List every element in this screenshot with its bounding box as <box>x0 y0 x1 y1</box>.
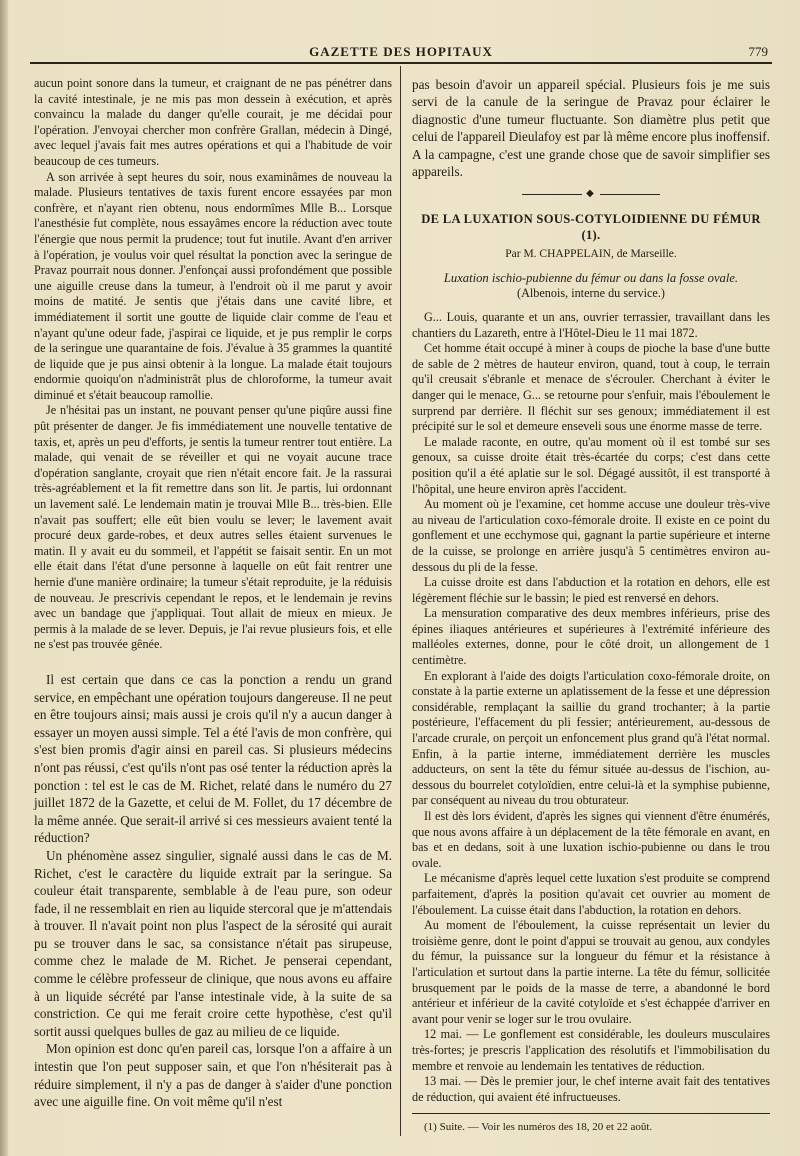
paragraph: Au moment où je l'examine, cet homme accuse une douleur très-vive au niveau de l'articulation coxo-fémorale droite. Il existe en ce point du gonflement et une ecchymose qui, gagnant la partie supérieure et interne de la cuisse, se prolonge en arrière jusqu'à 5 centimètres environ au-dessous du pli de la fesse. <box>412 497 770 574</box>
paragraph: La mensuration comparative des deux membres inférieurs, prise des épines iliaques antérieures et supérieures à l'extrémité inférieure des malléoles externes, donne, pour le côté droit, un allongement de 1 centimètre. <box>412 606 770 668</box>
journal-title: GAZETTE DES HOPITAUX <box>309 44 493 59</box>
paragraph: aucun point sonore dans la tumeur, et craignant de ne pas pénétrer dans la cavité intestinale, je ne mis pas mon dessein à exécution, et après convaincu la malade du danger qu'elle courait, je me décidai pour l'opération. J'envoyai chercher mon confrère Grallan, médecin à Dingé, avec lequel j'avais fait mes autres opérations et qui a l'habitude de voir beaucoup de ces tumeurs. <box>34 76 392 168</box>
paragraph: Je n'hésitai pas un instant, ne pouvant penser qu'une piqûre aussi fine pût présenter de danger. Je fis immédiatement une nouvelle tentative de taxis, et, après un peu d'efforts, je sentis la tumeur rentrer tout entière. La malade, qui venait de se réveiller et qui ne voyait aucune trace d'opération sanglante, croyait que rien n'était encore fait. Je la rassurai très-agréablement et la fit remettre dans son lit. Je partis, lui ordonnant un lavement salé. Le lendemain matin je trouvai Mlle B... très-bien. Elle n'avait pas souffert; elle eût bien voulu se lever; le lavement avait procuré deux garde-robes, et deux autres selles étaient survenues le matin. Il y avait eu du sommeil, et l'appétit se faisait sentir. En un mot elle était dans l'état d'une personne à laquelle on eût fait rentrer une hernie d'une manière ordinaire; la tumeur s'était reproduite, je la réduisis de nouveau. Je prescrivis cependant le repos, et le lendemain je revins avec un bandage que j'appliquai. Tout allait de mieux en mieux. Je permis à la malade de se lever. Depuis, je l'ai revue plusieurs fois, et elle ne s'est pas trouvée gênée. <box>34 403 392 652</box>
paragraph: A son arrivée à sept heures du soir, nous examinâmes de nouveau la malade. Plusieurs tentatives de taxis furent encore essayées par mon confrère, et n'ayant rien obtenu, nous endormîmes Mlle B... Lorsque l'anesthésie fut complète, nous essayâmes encore la réduction avec toute l'énergie que nous permit la prudence; tout fut inutile. Avant d'en arriver à l'opération, je voulus voir quel résultat la ponction avec la seringue de Pravaz pourrait nous donner. J'enfonçai aussi profondément que possible une aiguille creuse dans la tumeur, à l'endroit où il me parut y avoir moins de matité. Je sentis que j'étais dans une cavité libre, et immédiatement il sortit une goutte de liquide clair comme de l'eau et n'ayant qu'une odeur fade, j'aspirai ce liquide, et je pus remplir le corps de la seringue une quarantaine de fois. J'évalue à 35 grammes la quantité de liquide que je pus ainsi obtenir à la longue. La malade était toujours endormie quoiqu'on n'administrât plus de chloroforme, la tumeur avait diminué et s'était beaucoup ramollie. <box>34 169 392 402</box>
article-subtitle: Luxation ischio-pubienne du fémur ou dans la fosse ovale. <box>443 270 739 285</box>
article-subauthor: (Albenois, interne du service.) <box>517 286 665 301</box>
paragraph-continuation: pas besoin d'avoir un appareil spécial. Plusieurs fois je me suis servi de la canule de la seringue de Pravaz pour éclairer le diagnostic d'une tumeur fluctuante. Son diamètre plus petit que celui de l'appareil Dieulafoy est par là même encore plus inoffensif. A la campagne, c'est une grande chose que de savoir simplifier ses appareils. <box>412 77 770 180</box>
page-header <box>30 34 772 64</box>
ornament-diamond-icon: ◆ <box>586 188 596 200</box>
page-number: 779 <box>748 44 768 59</box>
paragraph: Il est dès lors évident, d'après les signes qui viennent d'être énumérés, que nous avons affaire à un déplacement de la tête fémorale en avant, en bas et en dedans, soit à une luxation ischio-pubienne ou dans le trou ovale. <box>412 809 770 870</box>
paragraph: 12 mai. — Le gonflement est considérable, les douleurs musculaires très-fortes; je prescris l'application des résolutifs et l'immobilisation du membre et renvoie au lendemain les tentatives de réduction. <box>412 1027 770 1073</box>
paragraph: La cuisse droite est dans l'abduction et la rotation en dehors, elle est légèrement fléchie sur le bassin; le pied est renversé en dehors. <box>412 575 770 605</box>
paragraph: 13 mai. — Dès le premier jour, le chef interne avait fait des tentatives de réduction, qui avaient été infructueuses. <box>412 1074 770 1104</box>
paragraph: G... Louis, quarante et un ans, ouvrier terrassier, travaillant dans les chantiers du Lazareth, entre à l'Hôtel-Dieu le 11 mai 1872. <box>412 310 770 340</box>
footnote-rule <box>412 1113 770 1114</box>
paragraph: Un phénomène assez singulier, signalé aussi dans le cas de M. Richet, c'est le caractère du liquide extrait par la seringue. Sa couleur était transparente, semblable à de l'eau pure, son odeur fade, il ne ressemblait en rien au liquide stercoral que je m'attendais à trouver. Il n'avait point non plus l'aspect de la sérosité qui aurait pu se trouver dans le sac, sa consistance n'était pas sirupeuse, comme chez le malade de M. Richet. Je penserai cependant, comme le célèbre professeur de clinique, que nous avons eu affaire à un liquide sécrété par l'anse intestinale vide, à la suite de sa constriction. Ce qui me ferait croire cette hypothèse, c'est qu'il sortit aussi quelques bulles de gaz au milieu de ce liquide. <box>34 847 392 1039</box>
binding-gutter <box>0 0 8 1156</box>
article-byline: Par M. CHAPPELAIN, de Marseille. <box>505 248 677 261</box>
right-column <box>412 76 770 1136</box>
paragraph: Au moment de l'éboulement, la cuisse représentait un levier du troisième genre, dont le point d'appui se trouvait au genou, aux condyles du fémur, la puissance sur la longueur du fémur et la résistance à l'articulation et surtout dans la partie interne. La tête du fémur, sollicitée brusquement par le poids de la masse de terre, a abandonné le bord antérieur et inférieur de la cavité cotyloïde et s'est échappée d'arriver en avant pour venir se loger sur le trou ovulaire. <box>412 918 770 1026</box>
column-divider <box>400 66 401 1136</box>
paragraph: Il est certain que dans ce cas la ponction a rendu un grand service, en empêchant une opération toujours dangereuse. Il ne peut en être toujours ainsi; mais aussi je crois qu'il n'y a aucun danger à essayer un moyen aussi simple. Tel a été l'avis de mon confrère, qui s'est bien promis d'agir ainsi en pareil cas. Si plusieurs médecins n'ont pas réussi, c'est qu'ils n'ont pas osé tenter la réduction après la ponction : tel est le cas de M. Richet, relaté dans le numéro du 27 juillet 1872 de la Gazette, et celui de M. Follet, du 17 décembre de la même année. Que serait-il arrivé si ces messieurs avaient tenté la réduction? <box>34 671 392 846</box>
section-ornament <box>412 186 770 202</box>
footnote: (1) Suite. — Voir les numéros des 18, 20 et 22 août. <box>424 1121 653 1134</box>
paragraph: En explorant à l'aide des doigts l'articulation coxo-fémorale droite, on constate à la partie externe un aplatissement de la fesse et une dépression considérable, remplaçant la saillie du grand trochanter; à la partie postérieure, l'effacement du pli fessier; antérieurement, au-dessous de l'arcade crurale, on perçoit un enfoncement plus grand qu'à l'état normal. Enfin, à la partie interne, immédiatement derrière les muscles adducteurs, on sent la tête du fémur située au-dessus de l'ischion, au-dessous du bourrelet cotyloïdien, entre celui-là et la symphise pubienne, par conséquent au niveau du trou obturateur. <box>412 668 770 808</box>
left-column <box>34 76 392 1111</box>
paragraph: Le malade raconte, en outre, qu'au moment où il est tombé sur ses genoux, sa cuisse droite était très-écartée du corps; c'est dans cette position qu'il a été aplatie sur le sol. Dégagé aussitôt, il est transporté à l'hôpital, une heure environ après l'accident. <box>412 434 770 496</box>
paragraph: Cet homme était occupé à miner à coups de pioche la base d'une butte de sable de 2 mètres de hauteur environ, quand, tout à coup, le terrain qu'il creusait s'ébranle et menace de s'écrouler. Cherchant à éviter le danger qui le menace, G... se retourne pour s'enfuir, mais l'éboulement le surprend par derrière. Il fléchit sur ses genoux; immédiatement il est précipité sur le sol et demeure enseveli sous une énorme masse de terre. <box>412 341 770 434</box>
paragraph: Mon opinion est donc qu'en pareil cas, lorsque l'on a affaire à un intestin que l'on peut supposer sain, et que l'on n'hésiterait pas à réduire simplement, il n'y a pas de danger à s'aider d'une ponction avec une aiguille fine. On voit même qu'il n'est <box>34 1041 392 1110</box>
paragraph: Le mécanisme d'après lequel cette luxation s'est produite se comprend parfaitement, d'après la position qu'avait cet ouvrier au moment de l'éboulement. La cuisse était dans l'abduction, la rotation en dehors. <box>412 871 770 917</box>
article-title: DE LA LUXATION SOUS-COTYLOIDIENNE DU FÉMUR (1). <box>421 212 761 242</box>
